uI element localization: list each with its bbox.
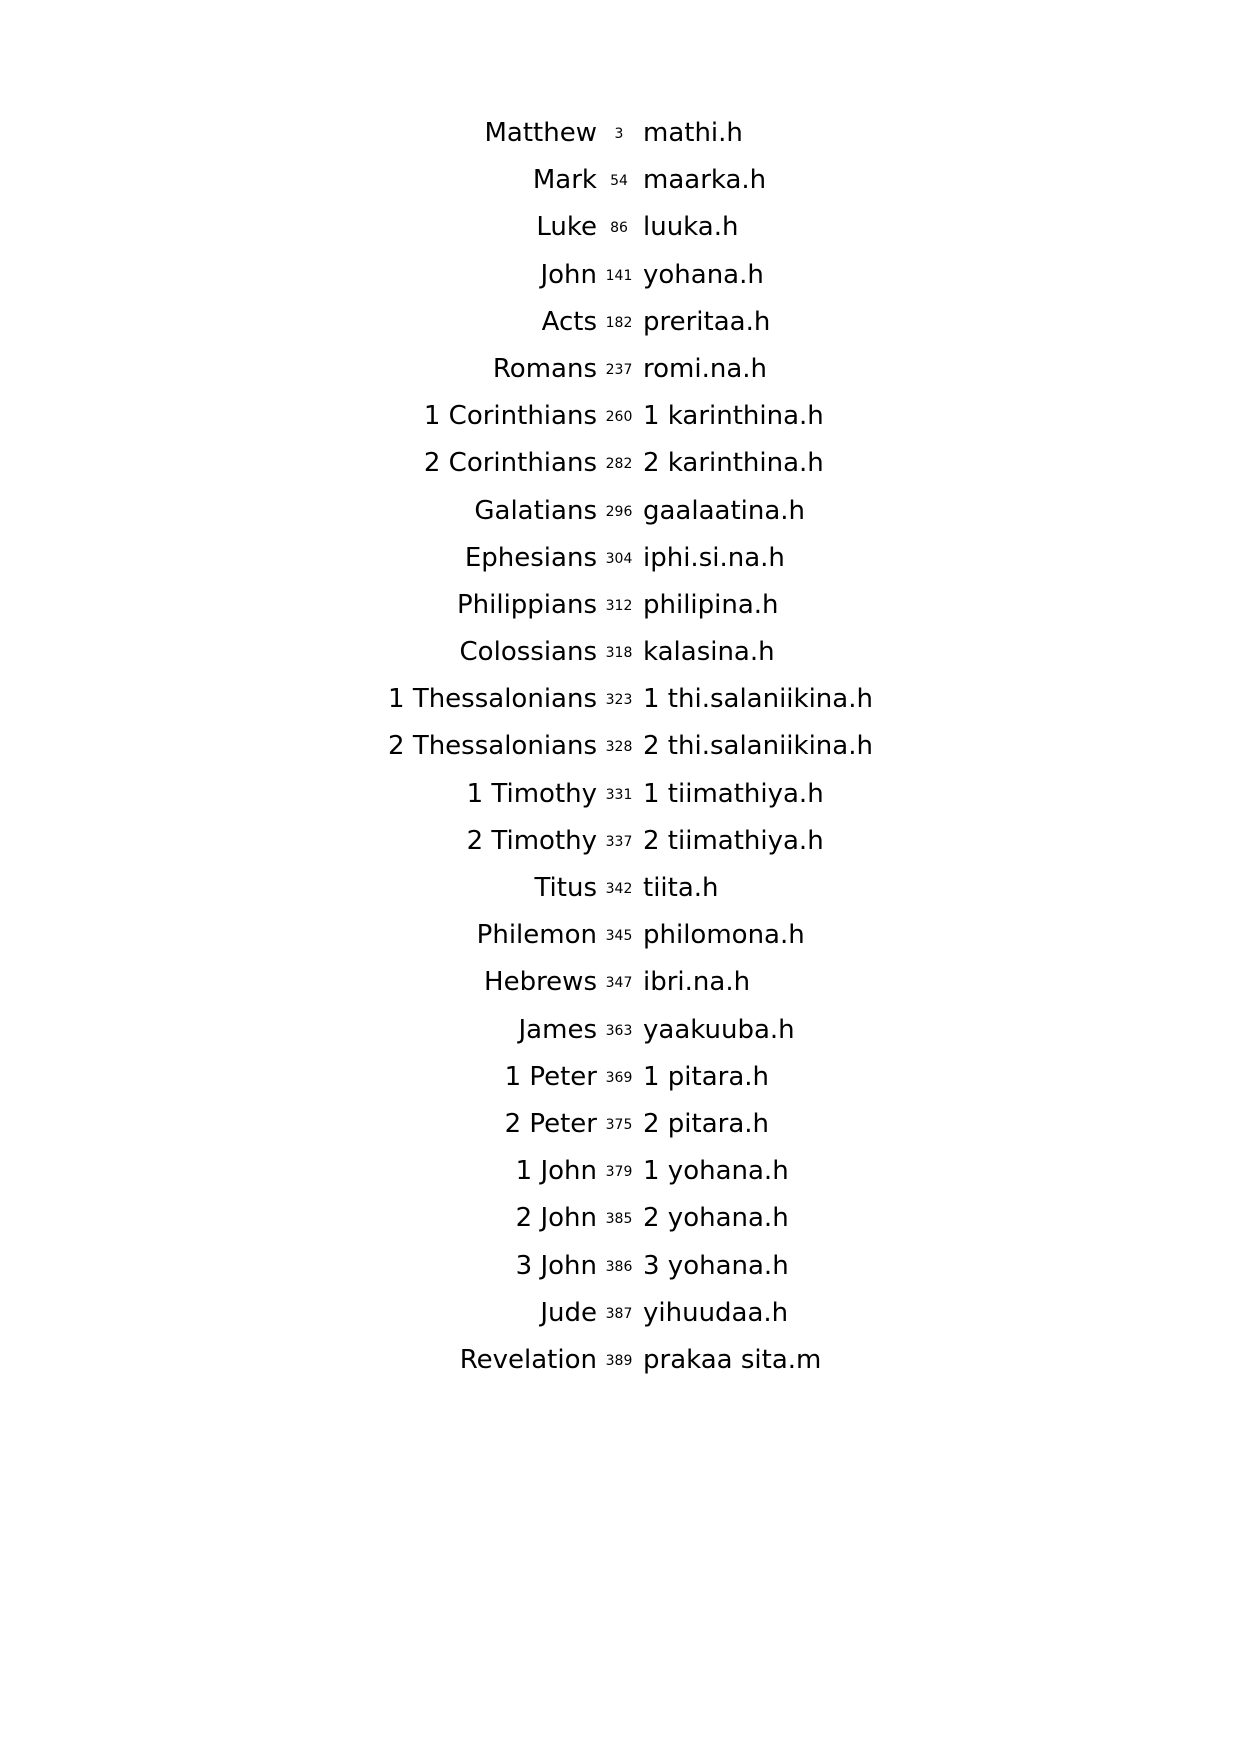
book-name: John (540, 259, 597, 290)
book-name: 2 Thessalonians (388, 731, 597, 762)
toc-row (0, 118, 1240, 165)
transliterated-name: luuka.h (643, 212, 739, 243)
toc-row (0, 448, 1240, 495)
book-name: Matthew (484, 118, 597, 148)
toc-row (0, 1251, 1240, 1298)
transliterated-name: iphi.si.na.h (643, 542, 785, 573)
toc-row (0, 779, 1240, 826)
page-number: 337 (605, 833, 633, 850)
page-number: 363 (605, 1022, 633, 1039)
page-number: 379 (605, 1164, 633, 1181)
book-name: 2 John (515, 1203, 597, 1234)
book-name: Luke (536, 212, 597, 243)
toc-row (0, 1203, 1240, 1250)
transliterated-name: maarka.h (643, 165, 767, 196)
toc-row (0, 873, 1240, 920)
toc-row (0, 920, 1240, 967)
transliterated-name: gaalaatina.h (643, 495, 806, 526)
transliterated-name: 2 yohana.h (643, 1203, 789, 1234)
toc-row (0, 637, 1240, 684)
book-name: James (518, 1014, 597, 1045)
page-number: 369 (605, 1069, 633, 1086)
book-name: Hebrews (484, 967, 597, 998)
transliterated-name: philipina.h (643, 589, 779, 620)
book-name: 3 John (515, 1250, 597, 1281)
page-number: 375 (605, 1116, 633, 1133)
transliterated-name: 2 pitara.h (643, 1108, 770, 1139)
page-number: 304 (605, 550, 633, 567)
toc-row (0, 543, 1240, 590)
book-name: 1 Corinthians (423, 401, 597, 432)
page-number: 387 (605, 1305, 633, 1322)
page-number: 54 (610, 173, 628, 190)
page-number: 331 (605, 786, 633, 803)
page-number: 312 (605, 597, 633, 614)
book-name: Romans (492, 353, 597, 384)
book-name: 2 Peter (504, 1108, 597, 1139)
page-number: 318 (605, 645, 633, 662)
page-number: 342 (605, 881, 633, 897)
transliterated-name: 3 yohana.h (643, 1250, 789, 1281)
transliterated-name: prakaa sita.m (643, 1344, 822, 1375)
transliterated-name: tiita.h (643, 873, 719, 903)
toc-row (0, 1109, 1240, 1156)
table-of-contents (0, 118, 1240, 1392)
transliterated-name: 1 pitara.h (643, 1061, 770, 1092)
book-name: Titus (534, 873, 597, 903)
transliterated-name: 1 yohana.h (643, 1156, 789, 1187)
book-name: 1 Peter (504, 1061, 597, 1092)
book-name: 2 Timothy (466, 825, 597, 856)
toc-row (0, 496, 1240, 543)
page-number: 182 (605, 314, 633, 331)
toc-row (0, 1015, 1240, 1062)
transliterated-name: 2 karinthina.h (643, 448, 824, 479)
toc-row (0, 590, 1240, 637)
page-number: 86 (610, 220, 628, 237)
transliterated-name: 1 tiimathiya.h (643, 778, 824, 809)
toc-row (0, 212, 1240, 259)
toc-row (0, 1298, 1240, 1345)
book-name: 1 John (515, 1156, 597, 1187)
transliterated-name: kalasina.h (643, 637, 775, 668)
page-number: 3 (614, 126, 624, 142)
book-name: Acts (541, 306, 597, 337)
transliterated-name: 1 karinthina.h (643, 401, 824, 432)
page-number: 237 (605, 361, 633, 378)
toc-row (0, 1156, 1240, 1203)
page-number: 260 (605, 409, 633, 426)
toc-row (0, 967, 1240, 1014)
toc-row (0, 1062, 1240, 1109)
toc-row (0, 165, 1240, 212)
book-name: Philippians (456, 589, 597, 620)
page-number: 282 (605, 456, 633, 473)
book-name: Colossians (459, 637, 597, 668)
toc-row (0, 401, 1240, 448)
toc-row (0, 307, 1240, 354)
book-name: Jude (540, 1297, 597, 1328)
toc-row (0, 354, 1240, 401)
toc-row (0, 260, 1240, 307)
transliterated-name: mathi.h (643, 118, 743, 148)
toc-row (0, 684, 1240, 731)
page-number: 385 (605, 1211, 633, 1228)
book-name: Philemon (476, 920, 597, 951)
transliterated-name: ibri.na.h (643, 967, 751, 998)
toc-row (0, 826, 1240, 873)
transliterated-name: preritaa.h (643, 306, 771, 337)
page-number: 345 (605, 928, 633, 945)
transliterated-name: 2 tiimathiya.h (643, 825, 824, 856)
page-number: 323 (605, 692, 633, 709)
book-name: Galatians (474, 495, 597, 526)
toc-row (0, 731, 1240, 778)
page-number: 296 (605, 503, 633, 520)
transliterated-name: 1 thi.salaniikina.h (643, 684, 873, 715)
book-name: 1 Timothy (466, 778, 597, 809)
book-name: Ephesians (464, 542, 597, 573)
transliterated-name: yihuudaa.h (643, 1297, 789, 1328)
transliterated-name: romi.na.h (643, 353, 767, 384)
page-number: 347 (605, 975, 633, 992)
book-name: 2 Corinthians (423, 448, 597, 479)
page-number: 328 (605, 739, 633, 756)
toc-row (0, 1345, 1240, 1392)
transliterated-name: yaakuuba.h (643, 1014, 795, 1045)
page-number: 141 (605, 267, 633, 284)
transliterated-name: 2 thi.salaniikina.h (643, 731, 873, 762)
book-name: Revelation (459, 1344, 597, 1375)
transliterated-name: yohana.h (643, 259, 764, 290)
book-name: Mark (532, 165, 597, 196)
page-number: 389 (605, 1352, 633, 1369)
page-number: 386 (605, 1258, 633, 1275)
book-name: 1 Thessalonians (388, 684, 597, 715)
transliterated-name: philomona.h (643, 920, 805, 951)
